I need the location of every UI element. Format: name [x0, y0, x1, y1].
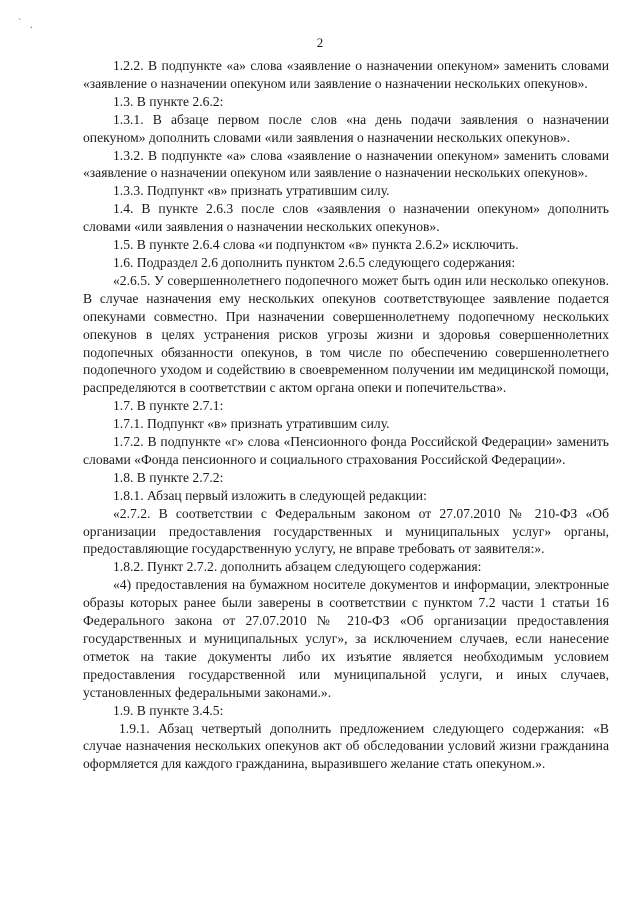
scan-mark: .	[30, 20, 33, 31]
paragraph: 1.3.2. В подпункте «а» слова «заявление о назначении опекуном» заменить словами «заявление о назначении опекуном или заявление о назначении нескольких опекунов».	[83, 147, 609, 181]
paragraph: 1.7. В пункте 2.7.1:	[113, 398, 224, 414]
paragraph: 1.4. В пункте 2.6.3 после слов «заявления о назначении опекуном» дополнить словами «или заявления о назначении нескольких опекунов».	[83, 201, 609, 235]
paragraph: 1.8.2. Пункт 2.7.2. дополнить абзацем следующего содержания:	[113, 559, 482, 575]
paragraph: 1.8.1. Абзац первый изложить в следующей редакции:	[113, 487, 427, 503]
paragraph: 1.3.3. Подпункт «в» признать утратившим силу.	[113, 183, 390, 199]
quoted-paragraph: «2.7.2. В соответствии с Федеральным законом от 27.07.2010 № 210-ФЗ «Об организации предоставления государственных и муниципальных услуг» органы, предоставляющие государственную услугу, не вправе требовать от заявителя:».	[83, 505, 609, 557]
paragraph: 1.9. В пункте 3.4.5:	[113, 702, 224, 718]
quoted-paragraph: «4) предоставления на бумажном носителе документов и информации, электронные образы которых ранее были заверены в соответствии с пунктом 7.2 части 1 статьи 16 Федерального закона от 27.07.2010 № 210-ФЗ «Об организации предоставления государственных и муниципальных услуг», за исключением случаев, если нанесение отметок на такие документы либо их изъятие является необходимым условием предоставления государственной или муниципальной услуги, и иных случаев, установленных федеральными законами.».	[83, 577, 609, 700]
scan-mark: `	[18, 18, 22, 29]
paragraph: 1.7.2. В подпункте «г» слова «Пенсионного фонда Российской Федерации» заменить словами «Фонда пенсионного и социального страхования Российской Федерации».	[83, 434, 609, 467]
paragraph: 1.9.1. Абзац четвертый дополнить предложением следующего содержания: «В случае назначения нескольких опекунов акт об обследовании условий жизни гражданина оформляется для каждого гражданина, выразившего желание стать опекуном.».	[83, 720, 609, 772]
paragraph: 1.3. В пункте 2.6.2:	[113, 93, 224, 109]
page-number: 2	[316, 35, 324, 50]
paragraph: 1.8. В пункте 2.7.2:	[113, 469, 224, 485]
paragraph: 1.3.1. В абзаце первом после слов «на день подачи заявления о назначении опекуном» дополнить словами «или заявления о назначении нескольких опекунов».	[83, 111, 609, 145]
paragraph: 1.2.2. В подпункте «а» слова «заявление о назначении опекуном» заменить словами «заявление о назначении опекуном или заявление о назначении нескольких опекунов».	[83, 58, 609, 91]
paragraph: 1.6. Подраздел 2.6 дополнить пунктом 2.6.5 следующего содержания:	[113, 254, 516, 270]
quoted-paragraph: «2.6.5. У совершеннолетнего подопечного может быть один или несколько опекунов. В случае назначения ему нескольких опекунов соответствующее заявление подается опекунами совместно. При назначении совершеннолетнему подопечному нескольких опекунов в целях устранения рисков угрозы жизни и здоровья совершеннолетних подопечных обязанности опекунов, в том числе по обеспечению совершеннолетнего подопечного уходом и содействию в своевременном получении им медицинской помощи, распределяются в соответствии с актом органа опеки и попечительства».	[83, 272, 609, 396]
document-body	[83, 57, 609, 773]
paragraph: 1.5. В пункте 2.6.4 слова «и подпунктом «в» пункта 2.6.2» исключить.	[113, 237, 519, 253]
paragraph: 1.7.1. Подпункт «в» признать утратившим силу.	[113, 416, 390, 432]
